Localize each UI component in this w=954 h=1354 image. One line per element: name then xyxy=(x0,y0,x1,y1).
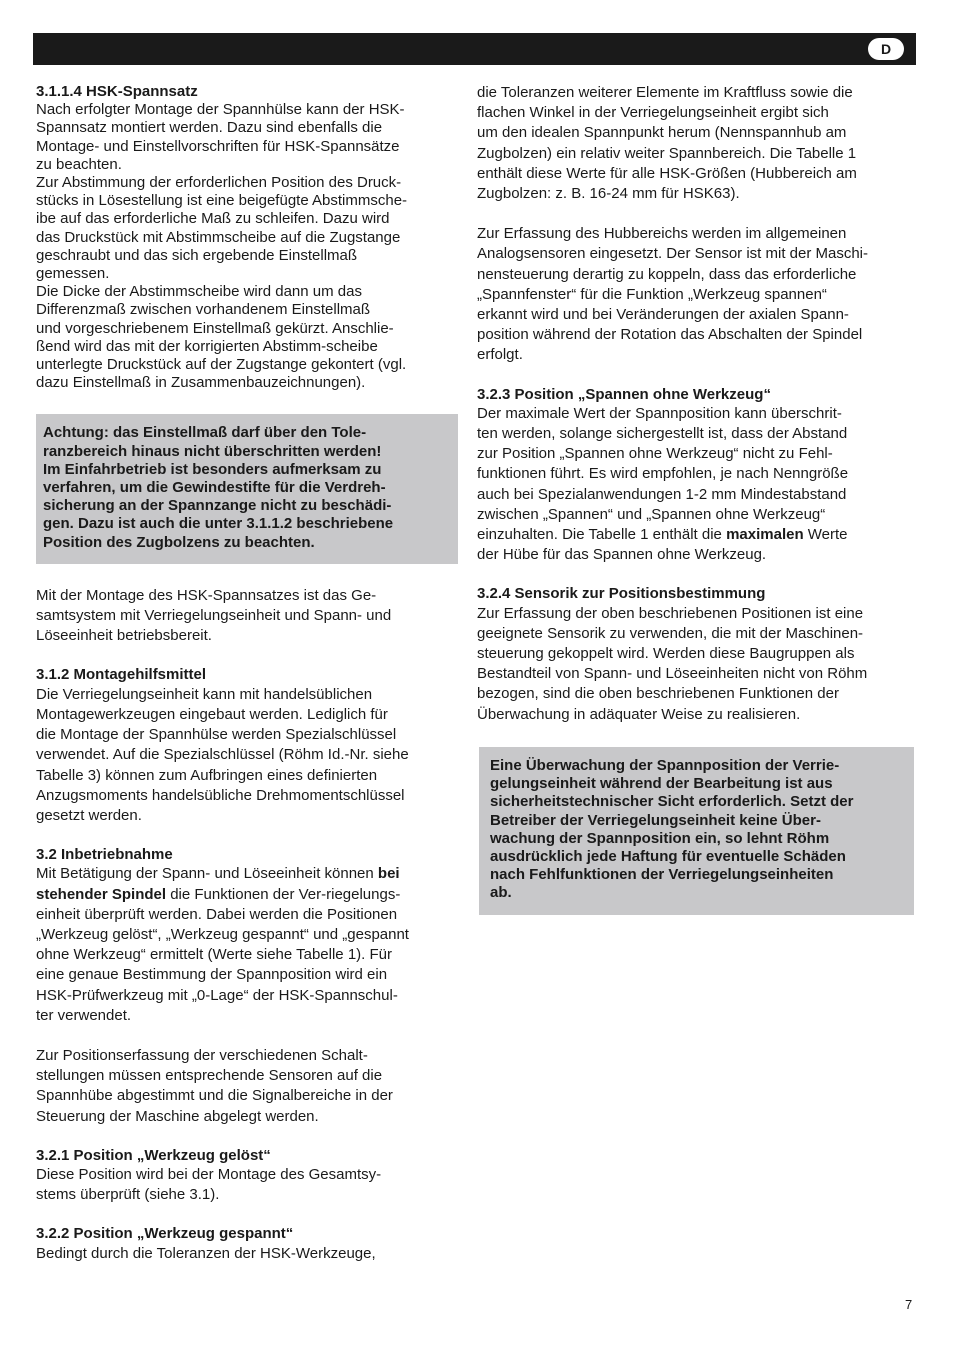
heading-spannen-ohne-werkzeug: 3.2.3 Position „Spannen ohne Werkzeug“ xyxy=(477,385,771,403)
safety-note: Eine Überwachung der Spannposition der Verrie- gelungseinheit während der Bearbeitung ist aus sicherheitstechnischer Sicht erforderlich. Setzt der Betreiber der Verriegelungseinheit keine Über- wachung der Spannposition ein, so lehnt Röhm ausdrücklich jede Haftung für eventuelle Schäden nach Fehlfunktionen der Verriegelungseinheiten ab. xyxy=(479,747,914,915)
paragraph-hsk-montage: Nach erfolgter Montage der Spannhülse kann der HSK- Spannsatz montiert werden. Dazu sind ebenfalls die Montage- und Einstellvorschriften für HSK-Spannsätze zu beachten. Zur Abstimmung der erforderlichen Position des Druck- stücks in Lösestellung ist eine beigefügte Abstimmsche- ibe auf das erforderliche Maß zu schleifen. Dazu wird das Druckstück mit Abstimmscheibe auf die Zugstange geschraubt und das sich ergebende Einstellmaß gemessen. Die Dicke der Abstimmscheibe wird dann um das Differenzmaß zwischen vorhandenem Einstellmaß und vorgeschriebenem Einstellmaß gekürzt. Anschlie- ßend wird das mit der korrigierten Abstimm-scheibe unterlegte Druckstück auf der Zugstange gekontert (vgl. dazu Einstellmaß in Zusammenbauzeichnungen). xyxy=(36,101,408,392)
warning-note: Achtung: das Einstellmaß darf über den Tole- ranzbereich hinaus nicht überschritten werden! Im Einfahrbetrieb ist besonders aufmerksam zu verfahren, um die Gewindestifte für die Verdreh- sicherung an der Spannzange nicht zu beschädi- gen. Dazu ist auch die unter 3.1.1.2 beschriebene Position des Zugbolzens zu beachten. xyxy=(36,414,458,563)
paragraph-spannbereich: die Toleranzen weiterer Elemente im Kraftfluss sowie die flachen Winkel in der Verriegelungseinheit ergibt sich um den idealen Spannpunkt herum (Nennspannhub am Zugbolzen) ein relativ weiter Spannbereich. Die Tabelle 1 enthält diese Werte für alle HSK-Größen (Hubbereich am Zugbolzen: z. B. 16-24 mm für HSK63). xyxy=(477,84,857,203)
right-column xyxy=(477,83,917,915)
paragraph-montagehilfsmittel: Die Verriegelungseinheit kann mit handelsüblichen Montagewerkzeugen eingebaut werden. Lediglich für die Montage der Spannhülse werden Spezialschlüssel verwendet. Auf die Spezialschlüssel (Röhm Id.-Nr. siehe Tabelle 3) können zum Aufbringen eines definierten Anzugsmoments handelsübliche Drehmomentschlüssel gesetzt werden. xyxy=(36,685,409,824)
heading-werkzeug-gespannt: 3.2.2 Position „Werkzeug gespannt“ xyxy=(36,1225,294,1243)
paragraph-analogsensoren: Zur Erfassung des Hubbereichs werden im allgemeinen Analogsensoren eingesetzt. Der Sensor ist mit der Maschi- nensteuerung derartig zu koppeln, dass das erforderliche „Spannfenster“ für die Funktion „Werkzeug spannen“ erkannt wird und bei Veränderungen der axialen Spann- position während der Rotation das Abschalten der Spindel erfolgt. xyxy=(477,225,869,364)
header-bar xyxy=(33,33,916,65)
paragraph-positionserfassung: Zur Positionserfassung der verschiedenen Schalt- stellungen müssen entsprechende Sensoren auf die Spannhübe abgestimmt und die Signalbereiche in der Steuerung der Maschine abgelegt werden. xyxy=(36,1046,393,1125)
page-number: 7 xyxy=(905,1297,913,1312)
paragraph-sensorik: Zur Erfassung der oben beschriebenen Positionen ist eine geeignete Sensorik zu verwenden, die mit der Maschinen- steuerung gekoppelt wird. Werden diese Baugruppen als Bestandteil von Spann- und Löseeinheiten nicht von Röhm bezogen, sind die oben beschriebenen Funktionen der Überwachung in adäquater Weise zu realisieren. xyxy=(477,604,868,723)
paragraph-spannen-ohne-werkzeug: Der maximale Wert der Spannposition kann überschrit- ten werden, solange sichergestellt ist, dass der Abstand zur Position „Spannen ohne Werkzeug“ nicht zu Fehl- funktionen führt. Es wird empfohlen, je nach Nenngröße auch bei Spezialanwendungen 1-2 mm Mindestabstand zwischen „Spannen“ und „Spannen ohne Werkzeug“ einzuhalten. Die Tabelle 1 enthält die maximalen Werte der Hübe für das Spannen ohne Werkzeug. xyxy=(477,404,849,564)
paragraph-werkzeug-gespannt: Bedingt durch die Toleranzen der HSK-Werkzeuge, xyxy=(36,1244,376,1262)
heading-hsk-spannsatz: 3.1.1.4 HSK-Spannsatz xyxy=(36,83,198,100)
paragraph-betriebsbereit: Mit der Montage des HSK-Spannsatzes ist das Ge- samtsystem mit Verriegelungseinheit und Spann- und Löseeinheit betriebsbereit. xyxy=(36,586,392,645)
heading-sensorik: 3.2.4 Sensorik zur Positionsbestimmung xyxy=(477,585,766,603)
heading-werkzeug-geloest: 3.2.1 Position „Werkzeug gelöst“ xyxy=(36,1146,271,1164)
language-badge: D xyxy=(868,38,904,60)
paragraph-inbetriebnahme: Mit Betätigung der Spann- und Löseeinheit können bei stehender Spindel die Funktionen der Ver-riegelungs- einheit überprüft werden. Dabei werden die Positionen „Werkzeug gelöst“, „Werkzeug gespannt“ und „gespannt ohne Werkzeug“ ermittelt (Werte siehe Tabelle 1). Für eine genaue Bestimmung der Spannposition wird ein HSK-Prüfwerkzeug mit „0-Lage“ der HSK-Spannschul- ter verwendet. xyxy=(36,865,409,1024)
paragraph-werkzeug-geloest: Diese Position wird bei der Montage des Gesamtsy- stems überprüft (siehe 3.1). xyxy=(36,1165,382,1204)
heading-inbetriebnahme: 3.2 Inbetriebnahme xyxy=(36,846,173,864)
left-column xyxy=(36,83,456,1264)
heading-montagehilfsmittel: 3.1.2 Montagehilfsmittel xyxy=(36,666,207,684)
